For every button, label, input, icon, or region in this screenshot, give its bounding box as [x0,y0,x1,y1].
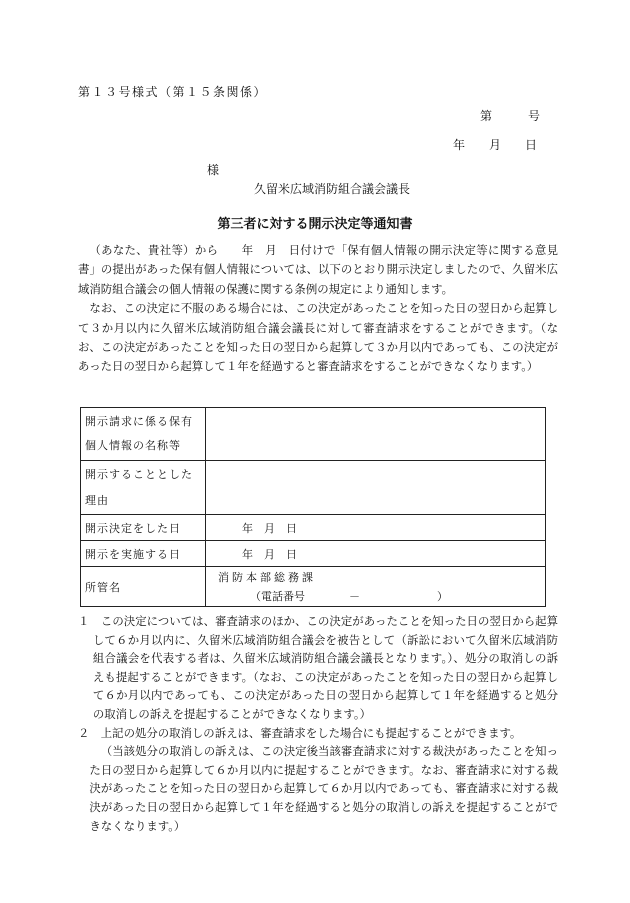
table-value [206,461,546,515]
notes-list [78,612,558,835]
table-row [81,408,546,461]
table-label: 開示決定をした日 [81,515,206,541]
form-number: 第１３号様式（第１５条関係） [78,85,268,99]
table-row [81,541,546,567]
note-text: ２ 上記の処分の取消しの訴えは、審査請求をした場合にも提起することができます。 [78,725,522,740]
table-value: 年 月 日 [206,541,546,567]
table-label: 開示することとした理由 [81,461,206,515]
body-paragraph: なお、この決定に不服のある場合には、この決定があったことを知った日の翌日から起算して３か月以内に久留米広域消防組合議会議長に対して審査請求をすることができます。（なお、この決定があったことを知った日の翌日から起算して３か月以内であっても、この決定があった日の翌日から起算して１年を経過すると審査請求をすることができなくなります。） [78,301,558,374]
body-paragraph: （あなた、貴社等）から 年 月 日付けで「保有個人情報の開示決定等に関する意見書」の提出があった保有個人情報については、以下のとおり開示決定しましたので、久留米広域消防組合議会の個人情報の保護に関する条例の規定により通知します。 [78,243,558,296]
table-value: 年 月 日 [206,515,546,541]
department-name: 消防本部総務課 [218,570,316,584]
document-number: 第 号 [480,109,541,123]
sender: 久留米広域消防組合議会議長 [254,182,411,196]
disclosure-table [80,407,546,607]
addressee: 様 [207,163,220,177]
table-label: 所管名 [81,567,206,607]
phone-number: （電話番号 － ） [250,589,448,603]
table-value [206,567,546,607]
note-item: １ この決定については、審査請求のほか、この決定があったことを知った日の翌日から起算して６か月以内に、久留米広域消防組合議会を被告として（訴訟において久留米広域消防組合議会を代表する者は、久留米広域消防組合議会議長となります。）、処分の取消しの訴えも提起することができます。（なお、この決定があったことを知った日の翌日から起算して６か月以内であっても、この決定があった日の翌日から起算して１年を経過すると処分の取消しの訴えを提起することができなくなります。） [78,614,558,721]
table-row [81,567,546,607]
note-subtext: （当該処分の取消しの訴えは、この決定後当該審査請求に対する裁決があったことを知った日の翌日から起算して６か月以内に提起することができます。なお、審査請求に対する裁決があったことを知った日の翌日から起算して６か月以内であっても、審査請求に対する裁決があった日の翌日から起算して１年を経過すると処分の取消しの訴えを提起することができなくなります。） [89,744,558,833]
issue-date: 年 月 日 [453,138,538,152]
table-label: 開示を実施する日 [81,541,206,567]
note-item [78,724,558,836]
notice-body [78,241,558,377]
table-value [206,408,546,461]
document-title: 第三者に対する開示決定等通知書 [217,217,413,232]
table-row [81,515,546,541]
table-row [81,461,546,515]
table-label: 開示請求に係る保有個人情報の名称等 [81,408,206,461]
